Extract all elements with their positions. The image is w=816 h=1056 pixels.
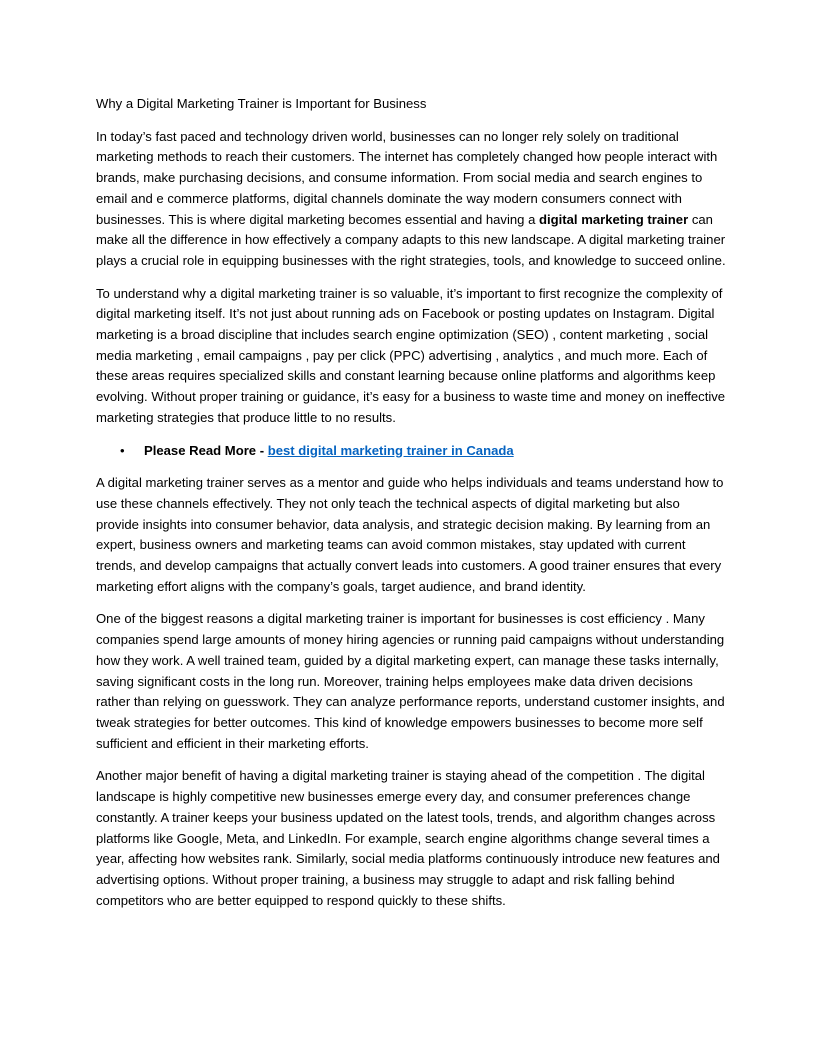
paragraph-competition: Another major benefit of having a digital marketing trainer is staying ahead of the competition . The digital landscape is highly competitive new businesses emerge every day, and consumer preferences change constantly. A trainer keeps your business updated on the latest tools, trends, and algorithm changes across platforms like Google, Meta, and LinkedIn. For example, search engine algorithms change several times a year, affecting how websites rank. Similarly, social media platforms continuously introduce new features and advertising options. Without proper training, a business may struggle to adapt and risk falling behind competitors who are better equipped to respond quickly to these shifts. (96, 768, 720, 908)
paragraph-intro (96, 127, 726, 272)
trainer-canada-link[interactable]: best digital marketing trainer in Canada (267, 442, 514, 458)
bullet-icon: • (120, 442, 125, 458)
paragraph-cost-efficiency: One of the biggest reasons a digital marketing trainer is important for businesses is cost efficiency . Many companies spend large amounts of money hiring agencies or running paid campaigns without understanding how they work. A well trained team, guided by a digital marketing expert, can manage these tasks internally, saving significant costs in the long run. Moreover, training helps employees make data driven decisions rather than relying on guesswork. They can analyze performance reports, understand customer insights, and tweak strategies for better outcomes. This kind of knowledge empowers businesses to become more self sufficient and efficient in their marketing efforts. (96, 611, 725, 751)
paragraph-intro-text-1: In today’s fast paced and technology driven world, businesses can no longer rely solely on traditional marketing methods to reach their customers. The internet has completely changed how people interact with brands, make purchasing decisions, and consume information. From social media and search engines to email and e commerce platforms, digital channels dominate the way modern consumers connect with businesses. This is where digital marketing becomes essential and having a (96, 128, 718, 227)
read-more-list (96, 441, 726, 462)
paragraph-intro-text-2: can make all the difference in how effectively a company adapts to this new landscape. A digital marketing trainer plays a crucial role in equipping businesses with the right strategies, tools, and knowledge to succeed online. (96, 211, 726, 268)
paragraph-intro-bold: digital marketing trainer (539, 211, 689, 227)
paragraph-complexity: To understand why a digital marketing trainer is so valuable, it’s important to first recognize the complexity of digital marketing itself. It’s not just about running ads on Facebook or posting updates on Instagram. Digital marketing is a broad discipline that includes search engine optimization (SEO) , content marketing , social media marketing , email campaigns , pay per click (PPC) advertising , analytics , and much more. Each of these areas requires specialized skills and constant learning because online platforms and algorithms keep evolving. Without proper training or guidance, it’s easy for a business to waste time and money on ineffective marketing strategies that produce little to no results. (96, 285, 726, 425)
read-more-item (96, 441, 726, 462)
document-page (96, 94, 726, 923)
read-more-prefix: Please Read More - (144, 442, 268, 458)
document-title: Why a Digital Marketing Trainer is Important for Business (96, 96, 427, 111)
paragraph-mentor: A digital marketing trainer serves as a mentor and guide who helps individuals and teams understand how to use these channels effectively. They not only teach the technical aspects of digital marketing but also provide insights into consumer behavior, data analysis, and strategic decision making. By learning from an expert, business owners and marketing teams can avoid common mistakes, stay updated with current trends, and develop campaigns that actually convert leads into customers. A good trainer ensures that every marketing effort aligns with the company’s goals, target audience, and brand identity. (96, 475, 724, 594)
